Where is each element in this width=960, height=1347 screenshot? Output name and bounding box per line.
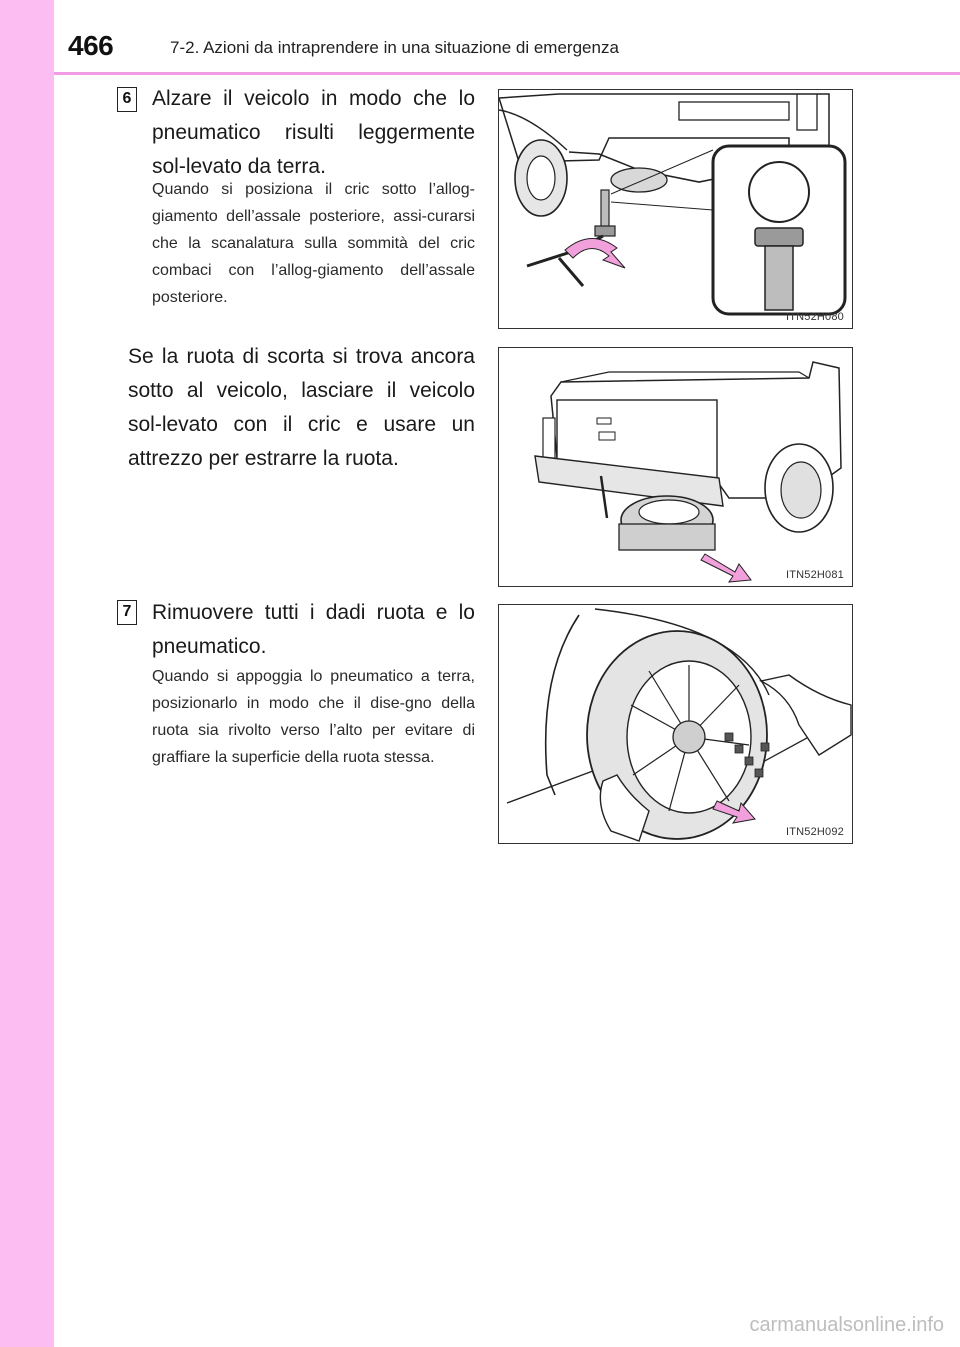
header-rule (54, 72, 960, 75)
figure-code: ITN52H081 (785, 569, 844, 581)
step-7-instruction: Rimuovere tutti i dadi ruota e lo pneumatico. (152, 601, 475, 658)
wheel-illustration (499, 605, 852, 843)
step-7-note: Quando si appoggia lo pneumatico a terra, posizionarlo in modo che il dise-gno della ruota sia rivolto verso l’alto per evitare di graffiare la superficie della ruota stessa. (152, 668, 475, 766)
spare-illustration (499, 348, 852, 586)
step-7-badge: 7 (117, 600, 137, 625)
figure-jack-under-axle (498, 89, 853, 329)
section-title: 7-2. Azioni da intraprendere in una situazione di emergenza (170, 38, 619, 57)
figure-code: ITN52H080 (785, 311, 844, 323)
page-number: 466 (68, 30, 114, 61)
side-color-strip (0, 0, 54, 1347)
figure-wheel-removal (498, 604, 853, 844)
step-6-note: Quando si posiziona il cric sotto l’allog-giamento dell’assale posteriore, assi-curarsi che la scanalatura sulla sommità del cric combaci con l’allog-giamento dell’assale posteriore. (152, 181, 475, 306)
spare-wheel-instruction: Se la ruota di scorta si trova ancora sotto al veicolo, lasciare il veicolo sol-levato con il cric e usare un attrezzo per estrarre la ruota. (128, 345, 475, 470)
jack-illustration (499, 90, 852, 328)
footer-watermark: carmanualsonline.info (749, 1314, 944, 1336)
step-6-instruction: Alzare il veicolo in modo che lo pneumatico risulti leggermente sol-levato da terra. (152, 87, 475, 178)
figure-spare-removal (498, 347, 853, 587)
step-6-badge: 6 (117, 87, 137, 112)
figure-code: ITN52H092 (785, 826, 844, 838)
